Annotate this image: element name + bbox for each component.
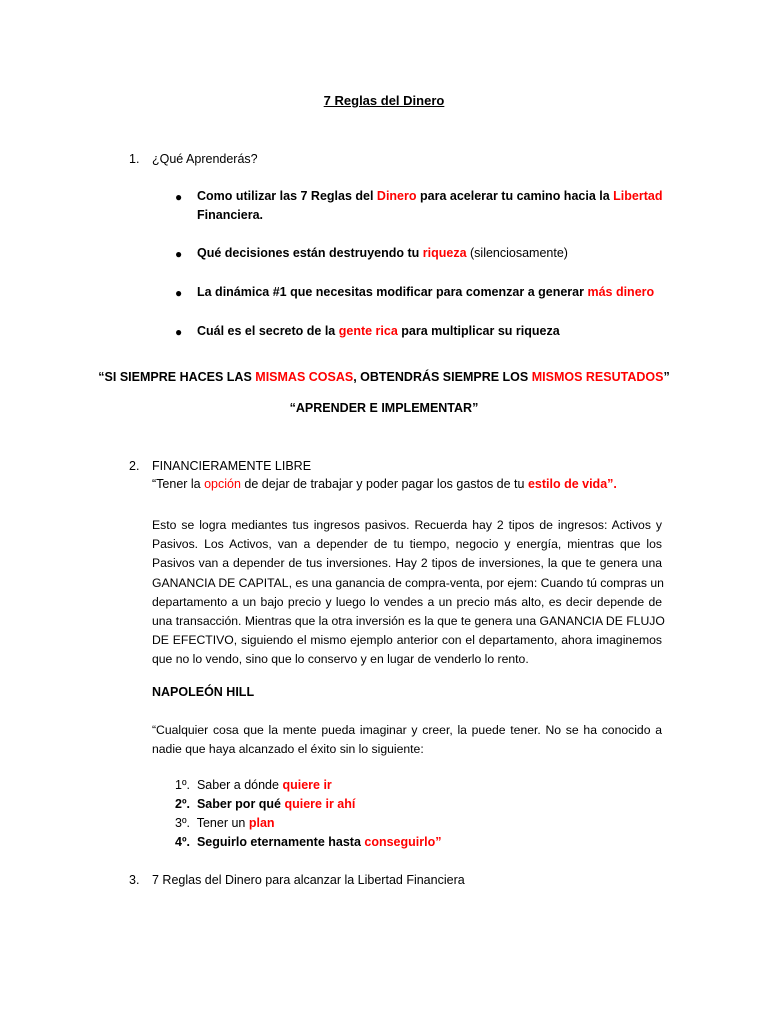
section-2-heading: FINANCIERAMENTE LIBRE — [152, 459, 312, 473]
step-1: 1º. Saber a dónde quiere ir — [175, 778, 332, 792]
step-4: 4º. Seguirlo eternamente hasta conseguirlo” — [175, 835, 442, 849]
step-3: 3º. Tener un plan — [175, 816, 275, 830]
section-2-number: 2. — [129, 459, 140, 473]
section-3-heading: 7 Reglas del Dinero para alcanzar la Libertad Financiera — [152, 873, 465, 887]
page-title: 7 Reglas del Dinero — [323, 93, 445, 108]
section-1-number: 1. — [129, 152, 140, 166]
bullet-2-text: Qué decisiones están destruyendo tu riqueza (silenciosamente) — [197, 246, 568, 260]
section-3-number: 3. — [129, 873, 140, 887]
bullet-2-marker: ● — [175, 247, 183, 261]
quote-2: “APRENDER E IMPLEMENTAR” — [289, 401, 479, 415]
bullet-1-marker: ● — [175, 190, 183, 204]
author-heading: NAPOLEÓN HILL — [152, 685, 255, 699]
section-1-heading: ¿Qué Aprenderás? — [152, 152, 258, 166]
paragraph-ingresos: Esto se logra mediantes tus ingresos pasivos. Recuerda hay 2 tipos de ingresos: Activos y Pasivos. Los Activos, van a depender de tu tiempo, negocio y energía, mientras que los Pasivos van a depender de tus inversiones. Hay 2 tipos de inversiones, la que te genera una GANANCIA DE CAPITAL, es una ganancia de compra-venta, por ejem: Cuando tú compras un departamento a un bajo precio y luego lo vendes a un precio más alto, es decir depende de una transacción. Mientras que la otra inversión es la que te genera una GANANCIA DE FLUJO DE EFECTIVO, siguiendo el mismo ejemplo anterior con el departamento, ahora imaginemos que no lo vendo, sino que lo conservo y en lugar de venderlo lo rento. — [152, 518, 665, 667]
quote-1: “SI SIEMPRE HACES LAS MISMAS COSAS, OBTENDRÁS SIEMPRE LOS MISMOS RESUTADOS” — [98, 370, 670, 384]
definition-text: “Tener la opción de dejar de trabajar y poder pagar los gastos de tu estilo de vida”. — [152, 477, 617, 491]
bullet-4-marker: ● — [175, 325, 183, 339]
step-2: 2º. Saber por qué quiere ir ahí — [175, 797, 356, 811]
bullet-3-marker: ● — [175, 286, 183, 300]
bullet-4-text: Cuál es el secreto de la gente rica para multiplicar su riqueza — [197, 324, 560, 338]
hill-quote: “Cualquier cosa que la mente pueda imaginar y creer, la puede tener. No se ha conocido a nadie que haya alcanzado el éxito sin lo siguiente: — [152, 723, 662, 757]
bullet-1-text: Como utilizar las 7 Reglas del Dinero para acelerar tu camino hacia la Libertad Financiera. — [197, 189, 663, 222]
bullet-3-text: La dinámica #1 que necesitas modificar para comenzar a generar más dinero — [197, 285, 655, 299]
